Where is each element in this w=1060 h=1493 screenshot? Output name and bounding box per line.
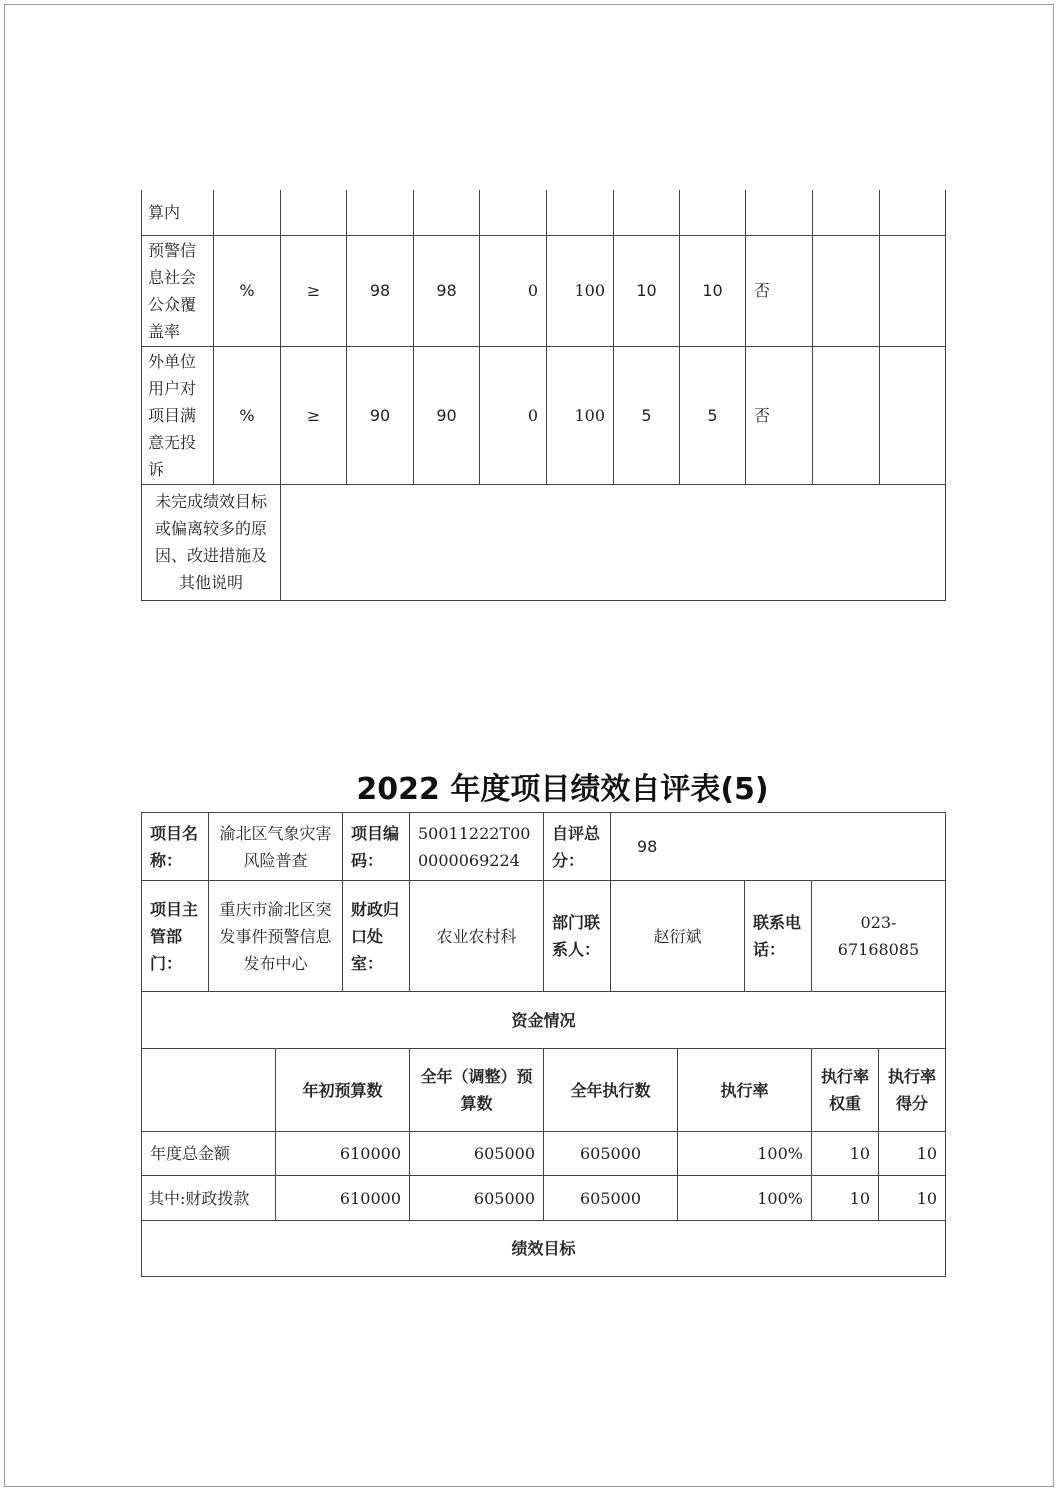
total-score-label: 自评总分：	[544, 813, 611, 881]
actual-value: 90	[414, 346, 480, 484]
table-row	[142, 190, 946, 235]
indicator-cell: 算内	[142, 190, 214, 235]
initial-budget: 610000	[276, 1176, 410, 1221]
department-value: 重庆市渝北区突发事件预警信息发布中心	[209, 881, 343, 992]
indicator-name: 外单位用户对项目满意无投诉	[142, 346, 214, 484]
actual-value: 98	[414, 235, 480, 346]
initial-budget: 610000	[276, 1132, 410, 1176]
adjusted-budget: 605000	[410, 1132, 544, 1176]
phone-value: 023-67168085	[812, 881, 946, 992]
execution-rate: 100%	[678, 1132, 812, 1176]
funds-table	[141, 991, 946, 1277]
contact-value: 赵衍斌	[611, 881, 745, 992]
deviated-flag: 否	[746, 235, 813, 346]
remarks-label: 未完成绩效目标或偏离较多的原因、改进措施及其他说明	[142, 484, 281, 600]
project-name-label: 项目名称：	[142, 813, 209, 881]
total-score-value: 98	[611, 813, 946, 881]
funds-heading: 资金情况	[142, 992, 946, 1049]
target-value: 90	[347, 346, 414, 484]
table-row	[142, 1221, 946, 1277]
column-header: 执行率权重	[812, 1049, 879, 1132]
row-label: 其中:财政拨款	[142, 1176, 276, 1221]
project-code-label: 项目编码：	[343, 813, 410, 881]
column-header: 执行率	[678, 1049, 812, 1132]
rate-weight: 10	[812, 1176, 879, 1221]
column-header	[142, 1049, 276, 1132]
table-row	[142, 235, 946, 346]
goals-heading: 绩效目标	[142, 1221, 946, 1277]
finance-office-label: 财政归口处室：	[343, 881, 410, 992]
weight-value: 5	[614, 346, 680, 484]
deviation-value: 0	[480, 346, 547, 484]
deviated-flag: 否	[746, 346, 813, 484]
table-row	[142, 992, 946, 1049]
table-row	[142, 346, 946, 484]
phone-label: 联系电话：	[745, 881, 812, 992]
department-label: 项目主管部门：	[142, 881, 209, 992]
adjusted-budget: 605000	[410, 1176, 544, 1221]
project-info-table	[141, 812, 946, 992]
row-label: 年度总金额	[142, 1132, 276, 1176]
score-value: 10	[680, 235, 746, 346]
score-value: 5	[680, 346, 746, 484]
target-value: 98	[347, 235, 414, 346]
completion-value: 100	[547, 235, 614, 346]
table-row	[142, 484, 946, 600]
remarks-value	[281, 484, 946, 600]
table-row	[142, 881, 946, 992]
form-title: 2022 年度项目绩效自评表(5)	[356, 772, 769, 807]
rate-score: 10	[879, 1132, 946, 1176]
project-code-value: 50011222T000000069224	[410, 813, 544, 881]
project-name-value: 渝北区气象灾害风险普查	[209, 813, 343, 881]
rate-score: 10	[879, 1176, 946, 1221]
table-row	[142, 1132, 946, 1176]
finance-office-value: 农业农村科	[410, 881, 544, 992]
performance-indicator-table-continued	[141, 190, 946, 601]
deviation-value: 0	[480, 235, 547, 346]
operator-cell: ≥	[281, 235, 347, 346]
table-row	[142, 1176, 946, 1221]
table-row	[142, 813, 946, 881]
column-header: 全年执行数	[544, 1049, 678, 1132]
unit-cell: %	[214, 346, 281, 484]
column-header: 年初预算数	[276, 1049, 410, 1132]
indicator-name: 预警信息社会公众覆盖率	[142, 235, 214, 346]
weight-value: 10	[614, 235, 680, 346]
completion-value: 100	[547, 346, 614, 484]
executed-amount: 605000	[544, 1176, 678, 1221]
table-row	[142, 1049, 946, 1132]
column-header: 执行率得分	[879, 1049, 946, 1132]
operator-cell: ≥	[281, 346, 347, 484]
column-header: 全年（调整）预算数	[410, 1049, 544, 1132]
unit-cell: %	[214, 235, 281, 346]
executed-amount: 605000	[544, 1132, 678, 1176]
execution-rate: 100%	[678, 1176, 812, 1221]
rate-weight: 10	[812, 1132, 879, 1176]
contact-label: 部门联系人：	[544, 881, 611, 992]
